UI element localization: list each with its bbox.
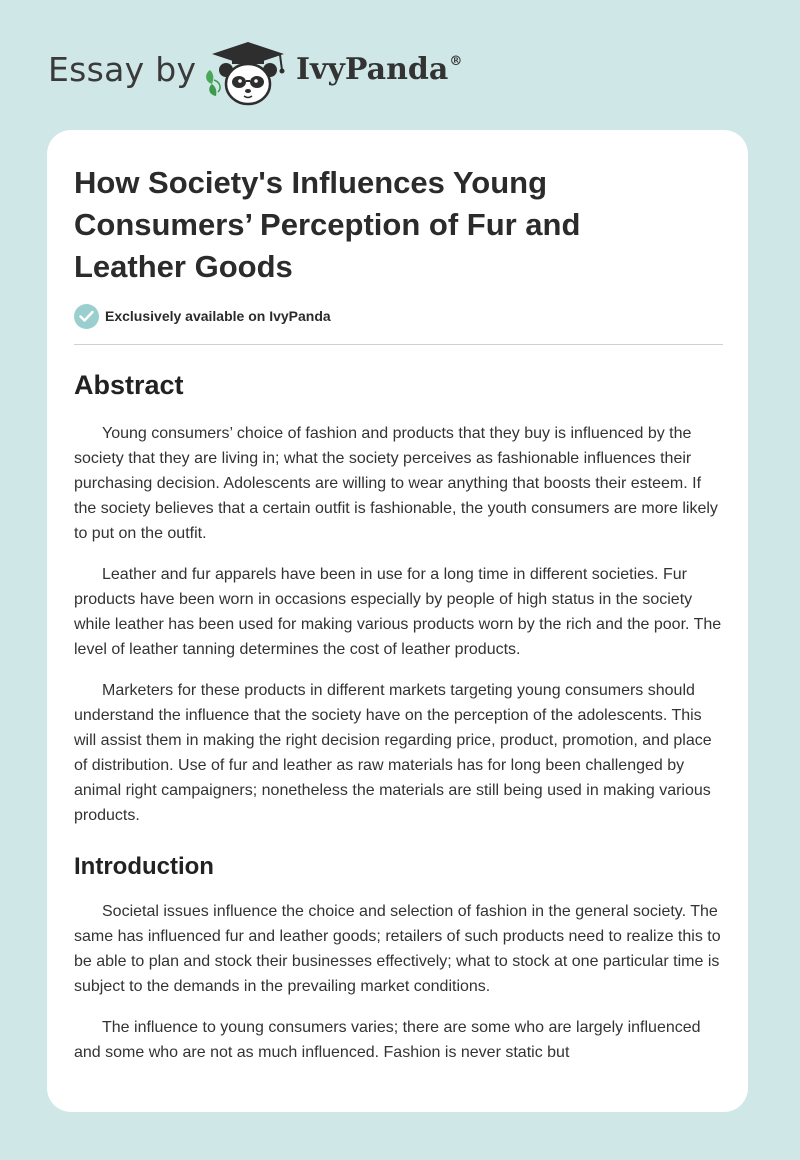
essay-content	[74, 162, 724, 1065]
registered-mark: ®	[449, 54, 463, 69]
paragraph: Leather and fur apparels have been in use for a long time in different societies. Fur products have been worn in occasions especially by people of high status in the society while leather has been used for making various products worn by the rich and the poor. The level of leather tanning determines the cost of leather products.	[74, 566, 722, 658]
essay-by-label: Essay by	[48, 50, 197, 89]
paragraph: Societal issues influence the choice and selection of fashion in the general society. The same has influenced fur and leather goods; retailers of such products need to realize this to be able to plan and stock their businesses effectively; what to stock at one particular time is subject to the demands in the prevailing market conditions.	[74, 903, 721, 995]
availability-text: Exclusively available on IvyPanda	[105, 308, 331, 324]
availability-badge	[74, 302, 724, 330]
check-circle-icon	[74, 304, 99, 329]
brand-name	[296, 52, 462, 87]
paragraph: Young consumers’ choice of fashion and products that they buy is influenced by the society that they are living in; what the society perceives as fashionable influences their purchasing decision. Adolescents are willing to wear anything that boosts their esteem. If the society believes that a certain outfit is fashionable, the youth consumers are more likely to put on the outfit.	[74, 425, 718, 542]
essay-card	[47, 130, 748, 1112]
brand-header	[48, 40, 508, 110]
title-divider	[74, 344, 723, 345]
paragraph: Marketers for these products in different markets targeting young consumers should understand the influence that the society have on the perception of the adolescents. This will assist them in making the right decision regarding price, product, promotion, and place of distribution. Use of fur and leather as raw materials has for long been challenged by animal right campaigners; nonetheless the materials are still being used in making various products.	[74, 682, 712, 824]
paragraph: The influence to young consumers varies; there are some who are largely influenced and some who are not as much influenced. Fashion is never static but	[74, 1019, 701, 1061]
brand-name-text: IvyPanda	[296, 52, 449, 87]
essay-title: How Society's Influences Young Consumers’ Perception of Fur and Leather Goods	[74, 165, 581, 284]
panda-graduate-icon	[202, 40, 294, 110]
section-heading-abstract: Abstract	[74, 370, 184, 400]
section-heading-introduction: Introduction	[74, 853, 214, 880]
